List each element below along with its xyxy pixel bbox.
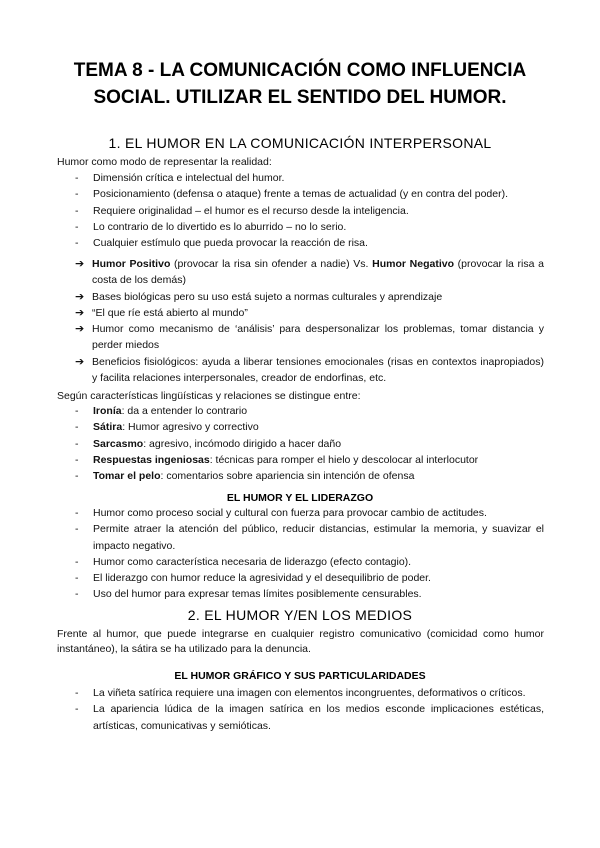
list-item: - La viñeta satírica requiere una imagen con elementos incongruentes, deformativos o críticos.: [75, 687, 526, 699]
humor-types-list: [57, 403, 544, 484]
document-title: [40, 57, 560, 111]
leadership-subheading: EL HUMOR Y EL LIDERAZGO: [226, 492, 374, 504]
humor-traits-list: [57, 170, 544, 251]
section-1-intro: Humor como modo de representar la realidad:: [57, 156, 272, 168]
types-intro: Según características lingüísticas y relaciones se distingue entre:: [57, 390, 361, 402]
humor-notes-list: [75, 256, 544, 386]
list-item: ➔ Beneficios fisiológicos: ayuda a liberar tensiones emocionales (risas en contextos inapropiados) y facilita relaciones interpersonales, creador de endorfinas, etc.: [75, 355, 544, 385]
list-item: - Sarcasmo: agresivo, incómodo dirigido a hacer daño: [75, 437, 342, 450]
list-item: - El liderazgo con humor reduce la agresividad y el desequilibrio de poder.: [75, 572, 431, 585]
graphic-humor-list: [57, 685, 544, 734]
leadership-list: [57, 505, 544, 603]
list-item: - Ironía: da a entender lo contrario: [75, 405, 248, 417]
list-item: - Cualquier estímulo que pueda provocar la reacción de risa.: [75, 237, 368, 250]
list-item: - Permite atraer la atención del público, reducir distancias, estimular la memoria, y suavizar el impacto negativo.: [75, 523, 544, 552]
list-item: - Uso del humor para expresar temas límites posiblemente censurables.: [75, 588, 422, 601]
arrow-icon: ➔: [75, 258, 85, 270]
list-item: ➔ Humor Positivo (provocar la risa sin ofender a nadie) Vs. Humor Negativo (provocar la risa a costa de los demás): [75, 258, 544, 287]
list-item: - Humor como característica necesaria de liderazgo (efecto contagio).: [75, 555, 412, 568]
list-item: - Sátira: Humor agresivo y correctivo: [75, 421, 259, 434]
arrow-icon: ➔: [75, 323, 85, 336]
list-item: - Humor como proceso social y cultural con fuerza para provocar cambio de actitudes.: [75, 507, 487, 519]
list-item: - Dimensión crítica e intelectual del humor.: [75, 172, 285, 184]
graphic-humor-subheading: EL HUMOR GRÁFICO Y SUS PARTICULARIDADES: [174, 670, 426, 682]
list-item: - Lo contrario de lo divertido es lo aburrido – no lo serio.: [75, 220, 347, 233]
title-line-2: SOCIAL. UTILIZAR EL SENTIDO DEL HUMOR.: [93, 87, 507, 108]
title-line-1: TEMA 8 - LA COMUNICACIÓN COMO INFLUENCIA: [73, 60, 527, 81]
section-2-heading: 2. EL HUMOR Y/EN LOS MEDIOS: [187, 607, 413, 623]
list-item: - Tomar el pelo: comentarios sobre apariencia sin intención de ofensa: [75, 470, 415, 483]
list-item: - Posicionamiento (defensa o ataque) frente a temas de actualidad (y en contra del poder).: [75, 188, 509, 201]
list-item: - La apariencia lúdica de la imagen satírica en los medios esconde implicaciones estéticas, artísticas, comunicativas y semióticas.: [75, 703, 544, 732]
arrow-icon: ➔: [75, 355, 85, 368]
list-item: ➔ Humor como mecanismo de ‘análisis’ para despersonalizar los problemas, tomar distancia y perder miedos: [75, 323, 544, 352]
list-item: - Requiere originalidad – el humor es el recurso desde la inteligencia.: [75, 204, 409, 217]
list-item: ➔ Bases biológicas pero su uso está sujeto a normas culturales y aprendizaje: [75, 289, 544, 305]
list-item: ➔ “El que ríe está abierto al mundo”: [75, 305, 544, 321]
arrow-icon: ➔: [75, 290, 85, 303]
section-2-intro: Frente al humor, que puede integrarse en cualquier registro comunicativo (comicidad como humor instantáneo), la sátira se ha utilizado para la denuncia.: [57, 628, 544, 655]
arrow-icon: ➔: [75, 306, 85, 319]
section-1-heading: 1. EL HUMOR EN LA COMUNICACIÓN INTERPERSONAL: [108, 135, 492, 151]
list-item: - Respuestas ingeniosas: técnicas para romper el hielo y descolocar al interlocutor: [75, 453, 479, 466]
